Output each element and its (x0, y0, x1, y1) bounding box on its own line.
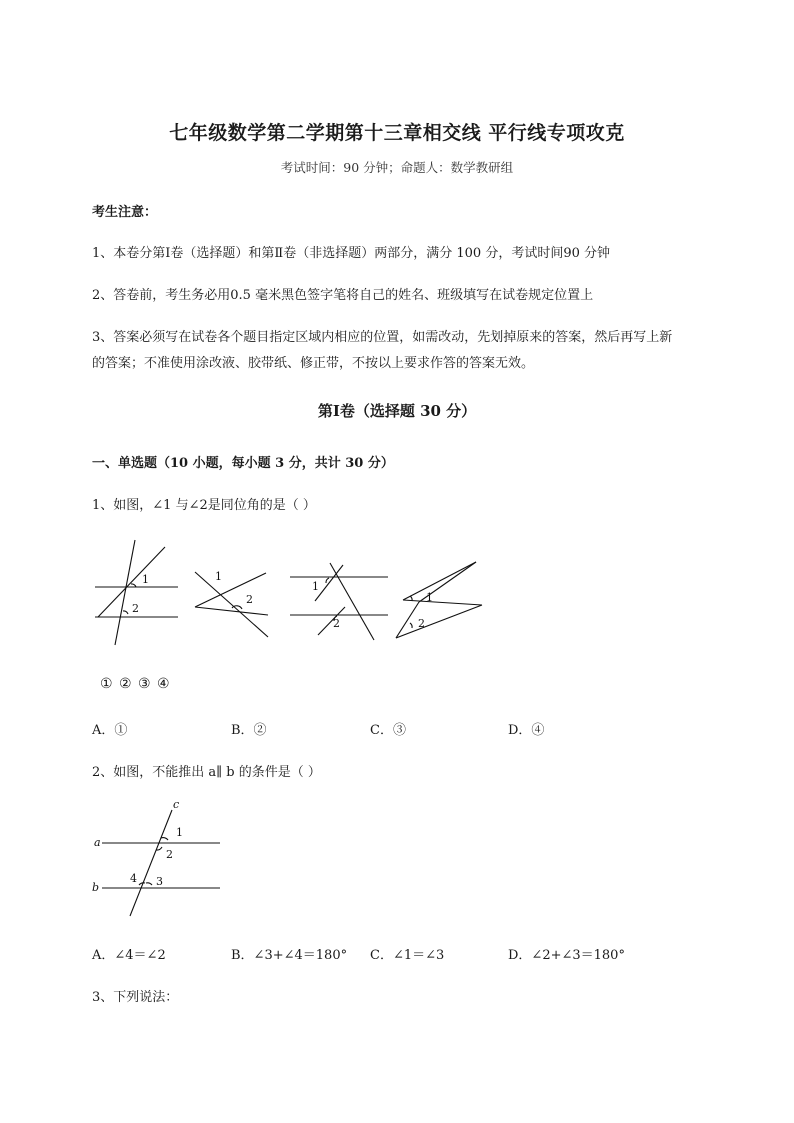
notice-item-1: 1、本卷分第Ⅰ卷（选择题）和第Ⅱ卷（非选择题）两部分，满分 100 分，考试时间90 分钟 (92, 246, 610, 261)
fig4-label-2: 2 (418, 617, 425, 630)
label-c: c (173, 798, 180, 811)
label-a: a (94, 836, 101, 849)
fig3-short-line-bottom (318, 607, 345, 635)
part-heading: 一、单选题（10 小题，每小题 3 分，共计 30 分） (92, 456, 394, 471)
question-1-figure (90, 535, 490, 655)
angle-3-arc (146, 883, 152, 885)
fig1-label-2: 2 (132, 602, 139, 615)
fig2-label-1: 1 (215, 570, 222, 583)
fig2-label-2: 2 (246, 593, 253, 606)
section-title: 第Ⅰ卷（选择题 30 分） (317, 402, 477, 420)
fig4-label-1: 1 (426, 591, 433, 604)
angle-1-arc (161, 838, 168, 840)
label-angle-4: 4 (130, 872, 137, 885)
fig2-angle-2 (232, 606, 242, 609)
fig4-line-d (396, 605, 482, 638)
question-2-option-a[interactable]: A．∠4＝∠2 (92, 948, 166, 963)
question-1-option-a[interactable]: A．① (92, 723, 128, 738)
question-3-stem: 3、下列说法： (92, 990, 179, 1005)
label-angle-1: 1 (176, 826, 183, 839)
question-2-stem: 2、如图，不能推出 a∥ b 的条件是（ ） (92, 765, 321, 780)
question-2-figure (90, 798, 230, 923)
question-1-option-b[interactable]: B．② (231, 723, 267, 738)
fig4-line-e (396, 602, 419, 638)
fig4-line-a (403, 562, 476, 600)
label-angle-3: 3 (156, 875, 163, 888)
page-title: 七年级数学第二学期第十三章相交线 平行线专项攻克 (169, 122, 625, 144)
notice-item-2: 2、答卷前，考生务必用0.5 毫米黑色签字笔将自己的姓名、班级填写在试卷规定位置上 (92, 288, 594, 303)
label-angle-2: 2 (166, 848, 173, 861)
notice-heading: 考生注意： (92, 205, 158, 220)
exam-info: 考试时间：90 分钟；命题人：数学教研组 (280, 160, 514, 175)
fig1-transversal-a (115, 540, 135, 645)
notice-item-3: 3、答案必须写在试卷各个题目指定区域内相应的位置，如需改动，先划掉原来的答案，然后再写上新 (92, 330, 673, 345)
fig3-label-2: 2 (333, 617, 340, 630)
fig2-line-a (195, 572, 268, 637)
fig4-line-c (403, 600, 482, 605)
fig1-angle-2 (123, 611, 128, 614)
fig3-angle-1 (326, 578, 329, 583)
question-1-option-d[interactable]: D．④ (508, 723, 545, 738)
line-c (130, 810, 172, 916)
fig3-short-line-top (315, 565, 343, 601)
fig1-label-1: 1 (142, 573, 149, 586)
question-1-stem: 1、如图，∠1 与∠2是同位角的是（ ） (92, 498, 316, 513)
fig2-line-b (195, 573, 266, 607)
question-2-option-d[interactable]: D．∠2+∠3＝180° (508, 948, 625, 963)
question-2-option-b[interactable]: B．∠3+∠4＝180° (231, 948, 348, 963)
question-2-option-c[interactable]: C．∠1＝∠3 (370, 948, 445, 963)
fig4-angle-2 (410, 623, 412, 628)
notice-item-3-cont: 的答案；不准使用涂改液、胶带纸、修正带，不按以上要求作答的答案无效。 (92, 356, 535, 371)
fig2-line-c (195, 607, 268, 615)
label-b: b (92, 881, 100, 894)
question-1-option-c[interactable]: C．③ (370, 723, 406, 738)
fig3-label-1: 1 (312, 580, 319, 593)
question-1-figure-caption: ① ② ③ ④ (100, 676, 171, 692)
